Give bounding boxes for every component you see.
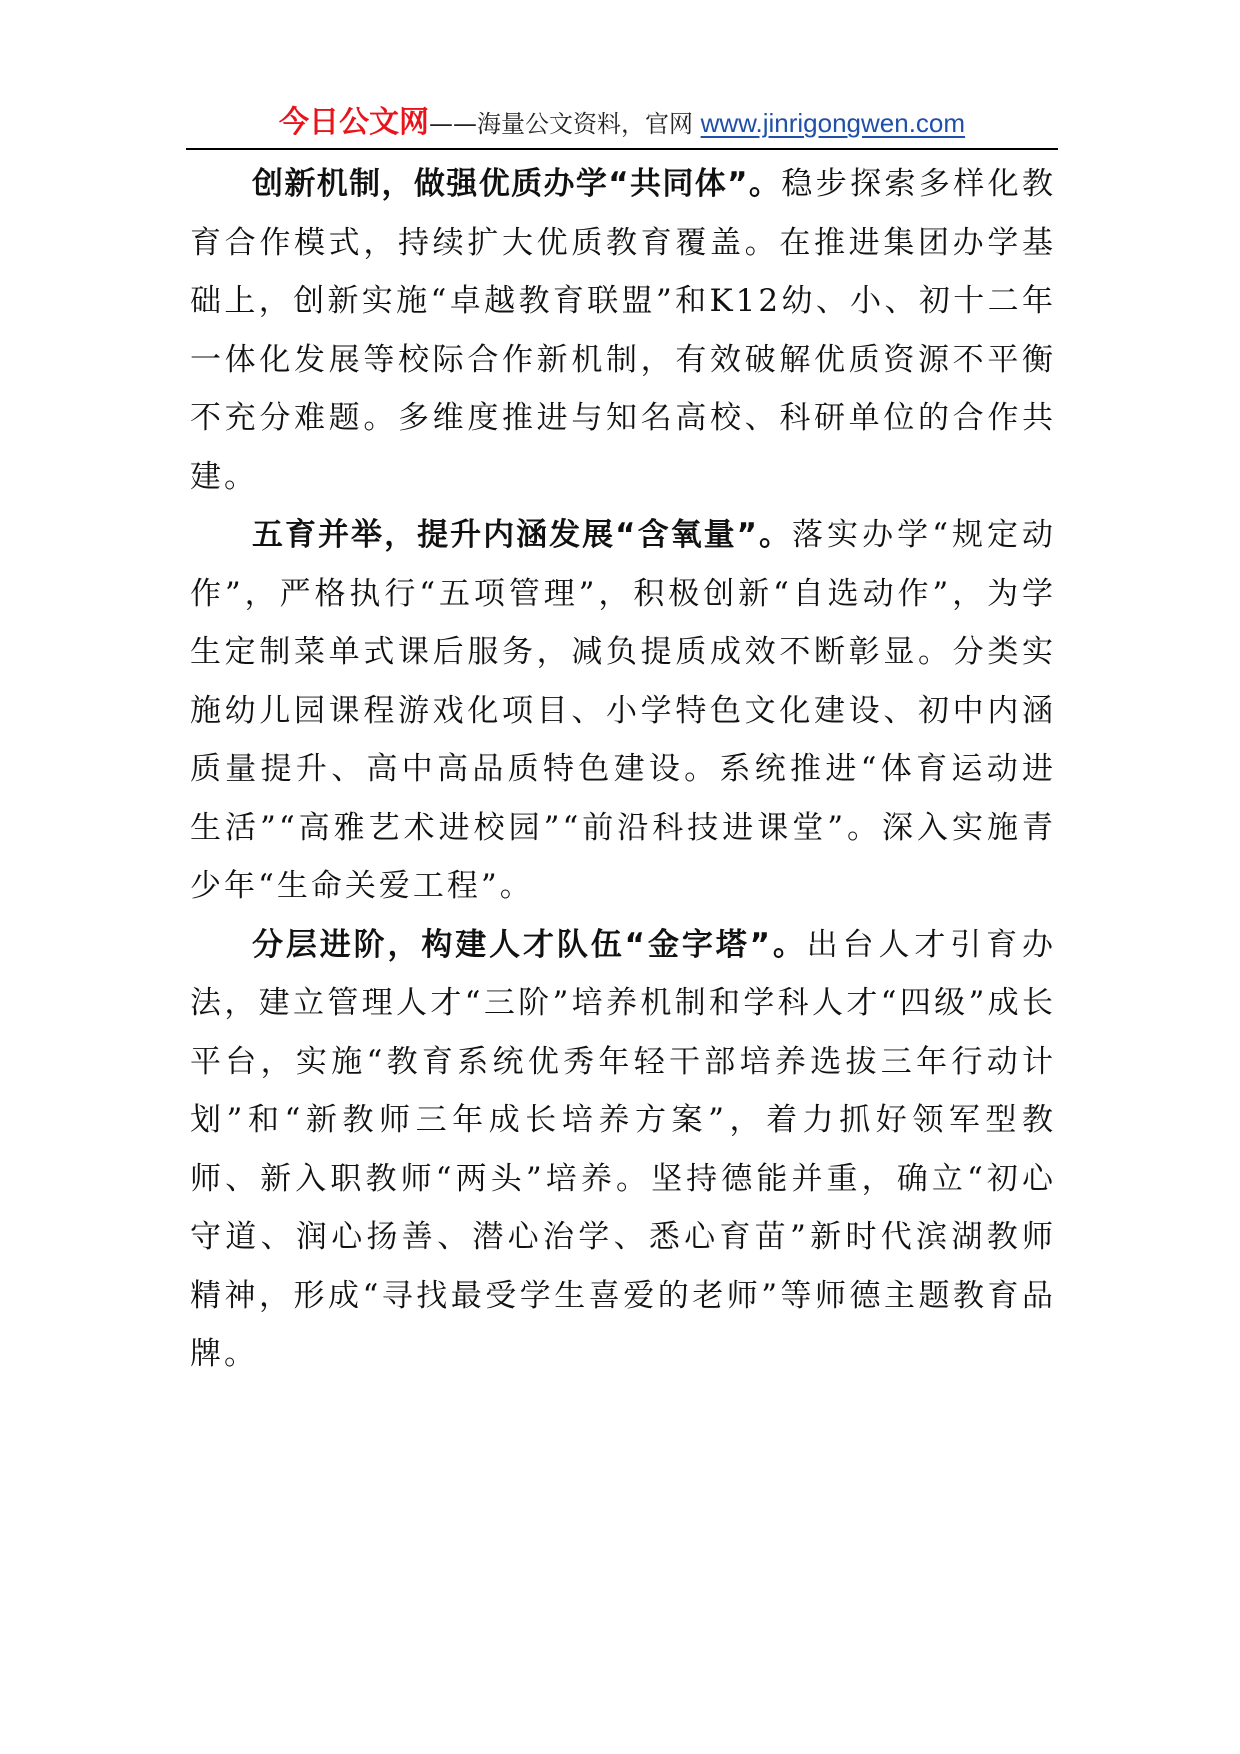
page-header — [186, 98, 1058, 150]
paragraph-text: 落实办学“规定动作”，严格执行“五项管理”，积极创新“自选动作”，为学生定制菜单式课后服务，减负提质成效不断彰显。分类实施幼儿园课程游戏化项目、小学特色文化建设、初中内涵质量提升、高中高品质特色建设。系统推进“体育运动进生活”“高雅艺术进校园”“前沿科技进课堂”。深入实施青少年“生命关爱工程”。 — [190, 517, 1056, 904]
paragraph-text: 稳步探索多样化教育合作模式，持续扩大优质教育覆盖。在推进集团办学基础上，创新实施“卓越教育联盟”和K12幼、小、初十二年一体化发展等校际合作新机制，有效破解优质资源不平衡不充分难题。多维度推进与知名高校、科研单位的合作共建。 — [190, 166, 1057, 495]
header-tagline: ——海量公文资料，官网 — [428, 110, 701, 138]
site-brand: 今日公文网 — [278, 105, 429, 140]
paragraph-text: 出台人才引育办法，建立管理人才“三阶”培养机制和学科人才“四级”成长平台，实施“教育系统优秀年轻干部培养选拔三年行动计划”和“新教师三年成长培养方案”，着力抓好领军型教师、新入职教师“两头”培养。坚持德能并重，确立“初心守道、润心扬善、潜心治学、悉心育苗”新时代滨湖教师精神，形成“寻找最受学生喜爱的老师”等师德主题教育品牌。 — [190, 926, 1057, 1372]
document-body — [190, 155, 1056, 1384]
paragraph-mechanism — [190, 155, 1056, 506]
site-url-link[interactable]: www.jinrigongwen.com — [700, 108, 966, 138]
paragraph-heading: 五育并举，提升内涵发展“含氧量”。 — [252, 517, 793, 553]
paragraph-heading: 分层进阶，构建人才队伍“金字塔”。 — [252, 926, 807, 963]
paragraph-five-education — [190, 506, 1056, 916]
paragraph-heading: 创新机制，做强优质办学“共同体”。 — [252, 166, 782, 202]
paragraph-talent-pyramid — [190, 916, 1056, 1384]
